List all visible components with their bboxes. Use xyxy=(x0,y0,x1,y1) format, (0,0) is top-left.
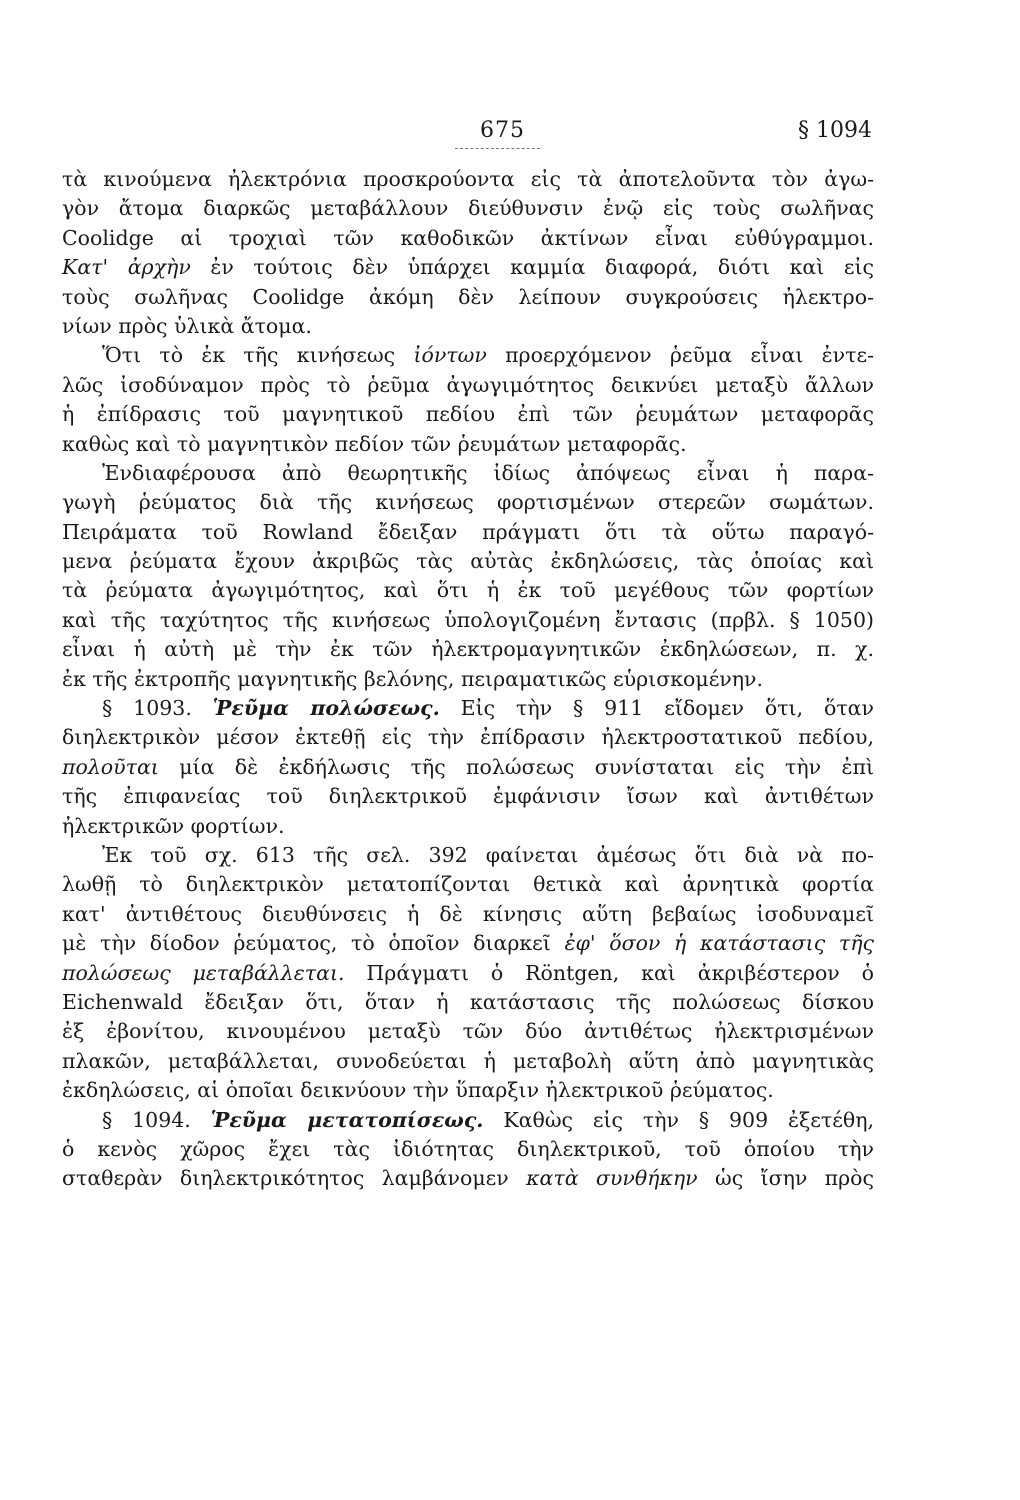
section-title: Ῥεῦμα μετατοπίσεως. xyxy=(210,1107,484,1132)
text-line: Ἐκ τοῦ σχ. 613 τῆς σελ. 392 φαίνεται ἀμέσως ὅτι διὰ νὰ πο- xyxy=(102,842,874,867)
text-line: πολοῦται μία δὲ ἐκδήλωσις τῆς πολώσεως συνίσταται εἰς τὴν ἐπὶ xyxy=(62,754,874,779)
text-line: λωθῇ τὸ διηλεκτρικὸν μετατοπίζονται θετικὰ καὶ ἀρνητικὰ φορτία xyxy=(62,872,874,897)
text-line: ἡ ἐπίδρασις τοῦ μαγνητικοῦ πεδίου ἐπὶ τῶν ῥευμάτων μεταφορᾶς xyxy=(62,402,874,427)
text-line: ἐξ ἐβονίτου, κινουμένου μεταξὺ τῶν δύο ἀντιθέτως ἠλεκτρισμένων xyxy=(62,1019,874,1044)
text-line: ἠλεκτρικῶν φορτίων. xyxy=(62,813,285,838)
text-line: Πειράματα τοῦ Rowland ἔδειξαν πράγματι ὅτι τὰ οὕτω παραγό- xyxy=(62,519,874,544)
text-line: γὸν ἄτομα διαρκῶς μεταβάλλουν διεύθυνσιν ἐνῷ εἰς τοὺς σωλῆνας xyxy=(62,196,874,221)
italic-phrase: πολώσεως μεταβάλλεται. xyxy=(62,960,345,985)
text-line: Ἐνδιαφέρουσα ἀπὸ θεωρητικῆς ἰδίως ἀπόψεως εἶναι ἡ παρα- xyxy=(102,460,874,485)
text-line: Eichenwald ἔδειξαν ὅτι, ὅταν ἡ κατάστασις τῆς πολώσεως δίσκου xyxy=(62,989,874,1014)
text-line: ὁ κενὸς χῶρος ἔχει τὰς ἰδιότητας διηλεκτρικοῦ, τοῦ ὁποίου τὴν xyxy=(62,1136,874,1161)
section-title: Ῥεῦμα πολώσεως. xyxy=(212,696,440,721)
italic-phrase: πολοῦται xyxy=(62,754,159,779)
text-line: πλακῶν, μεταβάλλεται, συνοδεύεται ἡ μεταβολὴ αὕτη ἀπὸ μαγνητικὰς xyxy=(62,1048,874,1073)
text-line: τῆς ἐπιφανείας τοῦ διηλεκτρικοῦ ἐμφάνισιν ἴσων καὶ ἀντιθέτων xyxy=(62,784,874,809)
page-header xyxy=(0,118,1020,148)
text-line: λῶς ἰσοδύναμον πρὸς τὸ ῥεῦμα ἀγωγιμότητος δεικνύει μεταξὺ ἄλλων xyxy=(62,372,874,397)
section-heading-line: § 1094. Ῥεῦμα μετατοπίσεως. Καθὼς εἰς τὴν § 909 ἐξετέθη, xyxy=(102,1107,874,1132)
section-heading-line: § 1093. Ῥεῦμα πολώσεως. Εἰς τὴν § 911 εἴδομεν ὅτι, ὅταν xyxy=(102,696,874,721)
text-line: μὲ τὴν δίοδον ῥεύματος, τὸ ὁποῖον διαρκεῖ ἐφ' ὅσον ἡ κατάστασις τῆς xyxy=(62,931,874,956)
text-line: ἐκδηλώσεις, αἱ ὁποῖαι δεικνύουν τὴν ὕπαρξιν ἠλεκτρικοῦ ῥεύματος. xyxy=(62,1078,774,1103)
italic-phrase: κατὰ συνθήκην xyxy=(526,1166,698,1191)
text-line: σταθερὰν διηλεκτρικότητος λαμβάνομεν κατὰ συνθήκην ὡς ἴσην πρὸς xyxy=(62,1166,875,1191)
text-line: διηλεκτρικὸν μέσον ἐκτεθῇ εἰς τὴν ἐπίδρασιν ἠλεκτροστατικοῦ πεδίου, xyxy=(62,725,874,750)
text-line: τὰ κινούμενα ἠλεκτρόνια προσκρούοντα εἰς τὰ ἀποτελοῦντα τὸν ἀγω- xyxy=(62,167,874,191)
text-line: γωγὴ ῥεύματος διὰ τῆς κινήσεως φορτισμένων στερεῶν σωμάτων. xyxy=(62,490,874,515)
text-line: κατ' ἀντιθέτους διευθύνσεις ἡ δὲ κίνησις αὕτη βεβαίως ἰσοδυναμεῖ xyxy=(62,901,874,926)
text-line: τὰ ῥεύματα ἀγωγιμότητος, καὶ ὅτι ἡ ἐκ τοῦ μεγέθους τῶν φορτίων xyxy=(62,578,874,603)
text-line: πολώσεως μεταβάλλεται. Πράγματι ὁ Röntgen, καὶ ἀκριβέστερον ὁ xyxy=(62,960,874,985)
text-line: τοὺς σωλῆνας Coolidge ἀκόμη δὲν λείπουν συγκρούσεις ἠλεκτρο- xyxy=(62,284,874,309)
section-reference: § 1094 xyxy=(798,118,872,143)
italic-phrase: Κατ' ἀρχὴν xyxy=(62,255,191,280)
text-line: ἐκ τῆς ἐκτροπῆς μαγνητικῆς βελόνης, πειραματικῶς εὑρισκομένην. xyxy=(62,666,764,691)
italic-phrase: ἐφ' ὅσον ἡ κατάστασις τῆς xyxy=(564,931,874,956)
text-line: Κατ' ἀρχὴν ἐν τούτοις δὲν ὑπάρχει καμμία διαφορά, διότι καὶ εἰς xyxy=(62,255,874,280)
text-line: μενα ῥεύματα ἔχουν ἀκριβῶς τὰς αὐτὰς ἐκδηλώσεις, τὰς ὁποίας καὶ xyxy=(62,549,874,574)
text-line: Ὅτι τὸ ἐκ τῆς κινήσεως ἰόντων προερχόμενον ῥεῦμα εἶναι ἐντε- xyxy=(102,343,875,368)
page-number: 675 xyxy=(480,118,525,143)
header-rule xyxy=(455,148,540,149)
text-line: καὶ τῆς ταχύτητος τῆς κινήσεως ὑπολογιζομένη ἔντασις (πρβλ. § 1050) xyxy=(62,607,874,632)
italic-phrase: ἰόντων xyxy=(413,343,487,368)
text-line: εἶναι ἡ αὐτὴ μὲ τὴν ἐκ τῶν ἠλεκτρομαγνητικῶν ἐκδηλώσεων, π. χ. xyxy=(62,637,874,662)
text-line: καθὼς καὶ τὸ μαγνητικὸν πεδίον τῶν ῥευμάτων μεταφορᾶς. xyxy=(62,431,687,456)
text-line: Coolidge αἱ τροχιαὶ τῶν καθοδικῶν ἀκτίνων εἶναι εὐθύγραμμοι. xyxy=(62,225,874,250)
text-line: νίων πρὸς ὑλικὰ ἄτομα. xyxy=(62,313,312,338)
body-text xyxy=(62,165,874,1194)
